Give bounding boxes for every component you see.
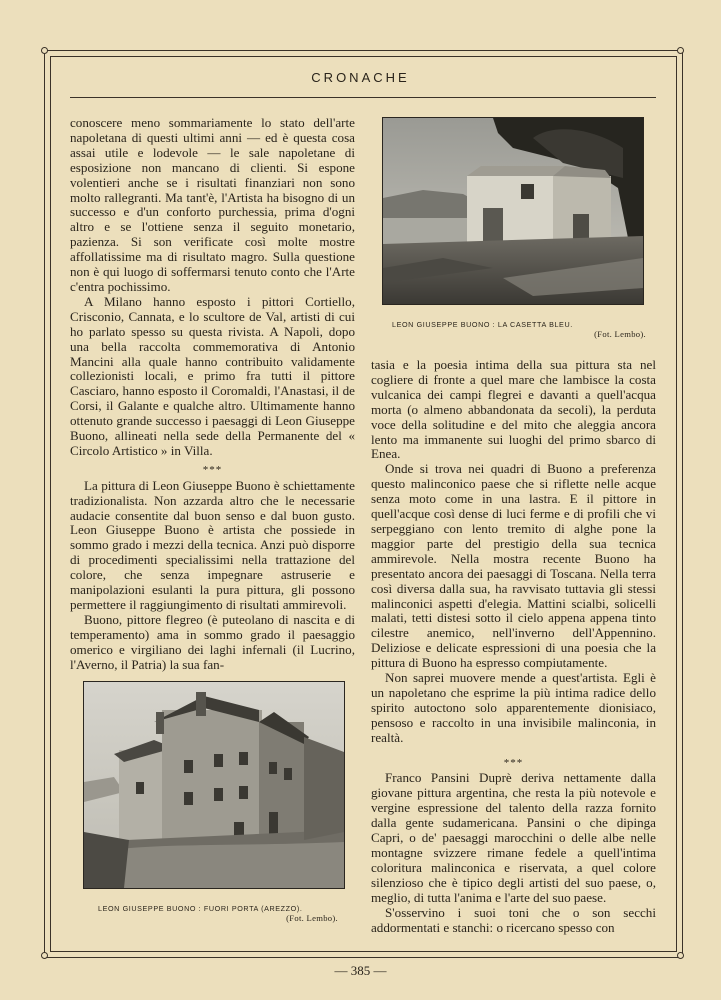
frame-corner-ornament [677,952,684,959]
section-separator: *** [503,756,524,769]
right-column [371,358,656,935]
caption-credit: (Fot. Lembo). [286,912,338,923]
page-number: — 385 — [334,963,387,978]
frame-corner-ornament [41,952,48,959]
left-column [70,116,355,673]
paragraph: tasia e la poesia intima della sua pittura sta nel cogliere di fronte a quel mare che lambisce la costa vulcanica dei campi flegrei e davanti a quell'acqua morta (o almeno abbandonata da secoli), la perduta voce della solitudine e del mito che aleggia ancora lento ma immanente sui luoghi del primo sbarco di Enea. [371,357,656,462]
page-header-title: CRONACHE [311,70,410,85]
section-separator: *** [202,463,223,476]
photo-fuori-porta [83,681,345,889]
header-rule [70,97,656,98]
frame-corner-ornament [677,47,684,54]
paragraph: La pittura di Leon Giuseppe Buono è schiettamente tradizionalista. Non azzarda altro che le necessarie audacie consentite dal buon senso e dal buon gusto. Leon Giuseppe Buono è artista che possiede in sommo grado i mezzi della tecnica. Anzi può disporre di procedimenti specialissimi nella trattazione del colore, che senza impegnare astruserie e manipolazioni esulanti la pura pittura, gli possono permettere il raggiungimento di risultati ammirevoli. [70,477,355,612]
photo-caption-casetta-bleu [392,320,646,339]
paragraph: Buono, pittore flegreo (è puteolano di nascita e di temperamento) ama in sommo grado il paesaggio omerico e virgiliano dei laghi infernali (il Lucrino, l'Averno, il Patria) la sua fan- [70,611,355,672]
photo-caption-fuori-porta [98,904,338,923]
paragraph: S'osservino i suoi toni che o son secchi addormentati e stanchi: o ricercano spesso con [371,904,656,935]
paragraph: A Milano hanno esposto i pittori Cortiello, Crisconio, Cannata, e lo scultore de Val, artisti di cui ho parlato spesso su questa rivista. A Napoli, dopo una bella raccolta commemorativa di Antonio Mancini alla quale hanno contribuito validamente collezionisti locali, e primo fra tutti il pittore Casciaro, hanno esposto il Coromaldi, l'Anastasi, il de Corsi, il Galante e qualche altro. Ultimamente hanno ottenuto grande successo i paesaggi di Leon Giuseppe Buono, allineati nella sede della Permanente del « Circolo Artistico » in Villa. [70,293,355,458]
paragraph: Onde si trova nei quadri di Buono a preferenza questo malinconico paese che si riflette nelle acque senza moto come in una lastra. E il pittore in quell'acque così dense di luci ferme e di profili che vi serpeggiano con lento tremito di alghe pone la maggior parte del prestigio della sua tecnica ammirevole. Nella mostra recente Buono ha presentato ancora dei paesaggi di Toscana. Nella terra così diversa dalla sua, ha ravvisato tuttavia gli stessi malinconici aspetti d'elegia. Mattini scialbi, solicelli malati, tetti distesi sotto il cielo appena appena tinto cilestre anemico, nell'inverno dell'Appennino. Deliziose e delicate espressioni di una poesia che la pittura di Buono ha espresso compiutamente. [371,461,656,671]
paragraph: conoscere meno sommariamente lo stato dell'arte napoletana di questi ultimi anni — ed è questa cosa assai utile e lodevole — le sale napoletane di esposizione non mancano di clienti. Si espone volentieri anche se i risultati finanziari non sono molto rallegranti. Ma tant'è, l'Artista ha bisogno di un successo e d'un conforto purchessia, prima d'ogni altro e se l'ottiene senza il seguito monetario, pazienza. Si son verificate così molte mostre affollatissime ma di risultato magro. Sulla questione non è qui luogo di soffermarsi tenuto conto che l'Arte c'entra pochissimo. [70,115,355,294]
photo-casetta-bleu [382,117,644,305]
caption-title: LEON GIUSEPPE BUONO : LA CASETTA BLEU. [392,320,573,329]
paragraph: Non saprei muovere mende a quest'artista. Egli è un napoletano che esprime la più intima radice dello spirito autoctono solo apparentemente dionisiaco, pensoso e raccolto in una invisibile malinconia, in realtà. [371,670,656,745]
frame-corner-ornament [41,47,48,54]
paragraph: Franco Pansini Duprè deriva nettamente dalla giovane pittura argentina, che resta la più notevole e vergine espressione del talento della razza fornito dalla gente sudamericana. Pansini o che dipinga Capri, o de' paesaggi marocchini o delle albe nelle montagne svizzere rimane fedele a quell'intima coloritura malinconica e riservata, a quel colore silenzioso che è tipico degli artisti del suo paese, o, meglio, di tutta l'anima e l'arte del suo paese. [371,770,656,905]
caption-title: LEON GIUSEPPE BUONO : FUORI PORTA (AREZZO). [98,904,303,913]
caption-credit: (Fot. Lembo). [594,328,646,339]
